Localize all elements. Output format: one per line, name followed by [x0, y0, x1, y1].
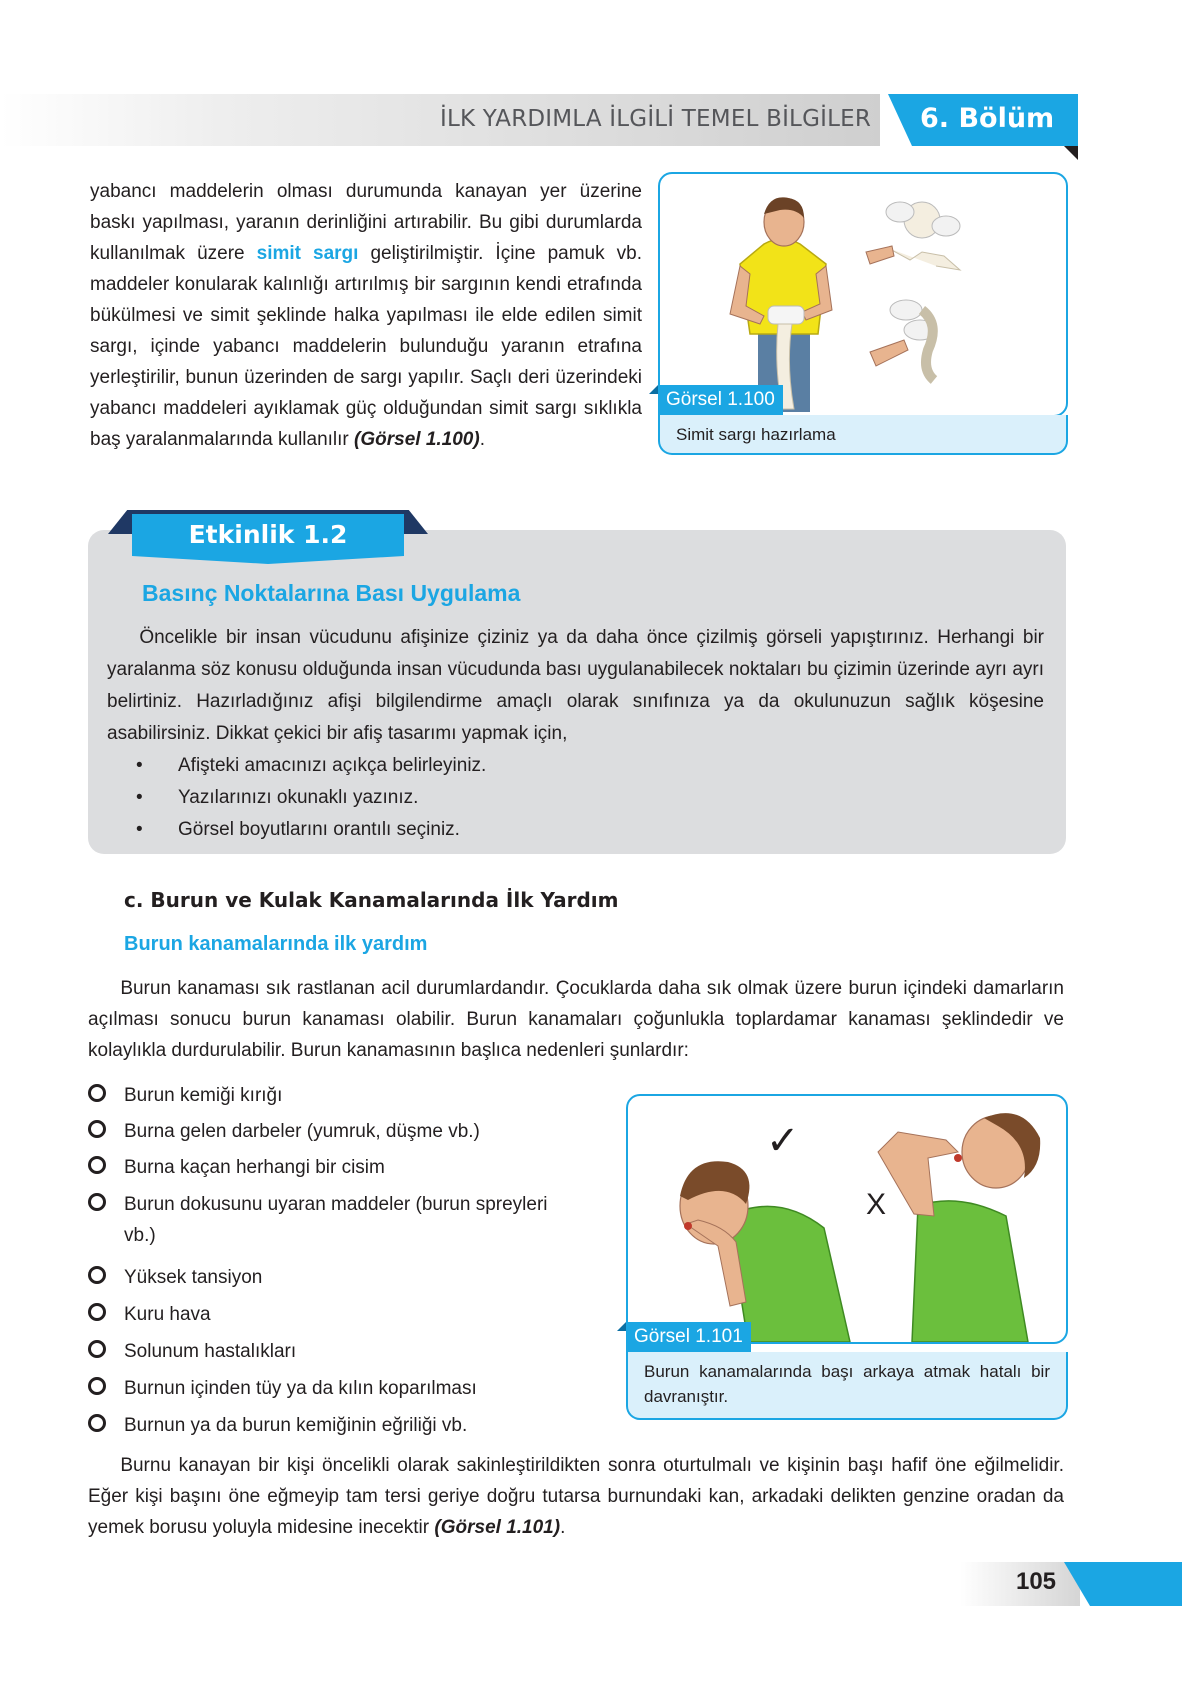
cause-item: Burnun ya da burun kemiğinin eğriliği vb.	[88, 1410, 600, 1441]
list-bullet-icon	[88, 1120, 106, 1138]
corner-fold	[1064, 146, 1078, 160]
figure-1-100-notch	[649, 385, 658, 394]
page-number: 105	[1015, 1568, 1057, 1595]
intro-paragraph: yabancı maddelerin olması durumunda kanayan yer üzerine baskı yapılması, yaranın derinliğini artırabilir. Bu gibi durumlarda kullanılmak üzere simit sargı geliştirilmiştir. İçine pamuk vb. maddeler konularak kalınlığı artırılmış bir sargının kendi etrafında bükülmesi ve simit şeklinde halka yapılması ile elde edilen simit sargı, içinde yabancı maddelerin bulunduğu yaranın etrafına yerleştirilir, bunun üzerinden de sargı yapılır. Saçlı deri üzerindeki yabancı maddeleri ayıklamak güç olduğundan simit sargı sıklıkla baş yaralanmalarında kullanılır (Görsel 1.100).	[90, 181, 642, 450]
cause-item: Burna gelen darbeler (yumruk, düşme vb.)	[88, 1116, 600, 1147]
list-bullet-icon	[88, 1303, 106, 1321]
wrong-x-icon: X	[866, 1188, 887, 1221]
figure-1-101-label: Görsel 1.101	[626, 1322, 751, 1352]
correct-check-icon: ✓	[766, 1118, 800, 1164]
figure-1-100-caption: Simit sargı hazırlama	[658, 415, 1068, 455]
cause-item: Solunum hastalıkları	[88, 1336, 600, 1367]
activity-paragraph: Öncelikle bir insan vücudunu afişinize çiziniz ya da daha önce çizilmiş görseli yapıştırınız. Herhangi bir yaralanma söz konusu olduğunda insan vücudunda bası uygulanabilecek noktaları bu çizimin üzerinde ayrı ayrı belirtiniz. Hazırladığınız afişi bilgilendirme amaçlı olarak sınıfınıza ya da okulunuzun sağlık köşesine asabilirsiniz. Dikkat çekici bir afiş tasarımı yapmak için,	[107, 627, 1044, 744]
figure-1-101-notch	[617, 1322, 626, 1331]
figure-1-100-frame	[658, 172, 1068, 417]
list-bullet-icon	[88, 1377, 106, 1395]
list-bullet-icon	[88, 1193, 106, 1211]
figure-reference: (Görsel 1.101)	[434, 1517, 561, 1538]
list-bullet-icon	[88, 1084, 106, 1102]
hands-step-1	[866, 202, 960, 270]
person-head-back	[878, 1113, 1040, 1342]
cause-item: Yüksek tansiyon	[88, 1262, 600, 1293]
figure-1-100-illustration	[660, 174, 1066, 415]
activity-title: Basınç Noktalarına Bası Uygulama	[142, 580, 521, 606]
final-paragraph: Burnu kanayan bir kişi öncelikli olarak sakinleştirildikten sonra oturtulmalı ve kişinin başı hafif öne eğilmelidir. Eğer kişi başını öne eğmeyip tam tersi geriye doğru tutarsa burnundaki kan, arkadaki delikten genzine oradan da yemek borusu yoluyla midesine inecektir (Görsel 1.101).	[88, 1455, 1064, 1538]
cause-item-continued: vb.)	[124, 1225, 156, 1246]
person-head-forward	[680, 1161, 850, 1342]
man-figure	[730, 197, 832, 412]
page-number-tab	[1064, 1562, 1182, 1606]
activity-bullet: • Afişteki amacınızı açıkça belirleyiniz.	[136, 755, 487, 776]
section-heading: c. Burun ve Kulak Kanamalarında İlk Yardım	[124, 888, 619, 912]
list-bullet-icon	[88, 1266, 106, 1284]
figure-reference: (Görsel 1.100)	[354, 429, 480, 450]
cause-item: Burna kaçan herhangi bir cisim	[88, 1152, 600, 1183]
activity-tab-label: Etkinlik 1.2	[188, 520, 348, 549]
cause-item: Burun kemiği kırığı	[88, 1080, 600, 1111]
subsection-heading: Burun kanamalarında ilk yardım	[124, 933, 428, 955]
figure-1-101-illustration	[628, 1096, 1066, 1342]
cause-item: Kuru hava	[88, 1299, 600, 1330]
activity-bullet: • Yazılarınızı okunaklı yazınız.	[136, 787, 419, 808]
activity-bullet: • Görsel boyutlarını orantılı seçiniz.	[136, 819, 460, 840]
figure-1-101-caption: Burun kanamalarında başı arkaya atmak hatalı bir davranıştır.	[626, 1352, 1068, 1420]
figure-1-100-label: Görsel 1.100	[658, 385, 783, 415]
hands-step-2	[870, 300, 936, 380]
cause-item: Burnun içinden tüy ya da kılın koparılması	[88, 1373, 600, 1404]
chapter-label: 6. Bölüm	[920, 103, 1055, 134]
figure-1-101-frame	[626, 1094, 1068, 1344]
running-header-title: İLK YARDIMLA İLGİLİ TEMEL BİLGİLER	[440, 106, 871, 132]
term-simit-sargi: simit sargı	[256, 243, 359, 264]
list-bullet-icon	[88, 1414, 106, 1432]
list-bullet-icon	[88, 1156, 106, 1174]
nosebleed-paragraph: Burun kanaması sık rastlanan acil durumlardandır. Çocuklarda daha sık olmak üzere burun içindeki damarların açılması sonucu burun kanaması olabilir. Burun kanamaları çoğunlukla toplardamar kanaması şeklindedir ve kolaylıkla durdurulabilir. Burun kanamasının başlıca nedenleri şunlardır:	[88, 978, 1064, 1061]
cause-item: Burun dokusunu uyaran maddeler (burun spreyleri	[88, 1189, 600, 1220]
list-bullet-icon	[88, 1340, 106, 1358]
